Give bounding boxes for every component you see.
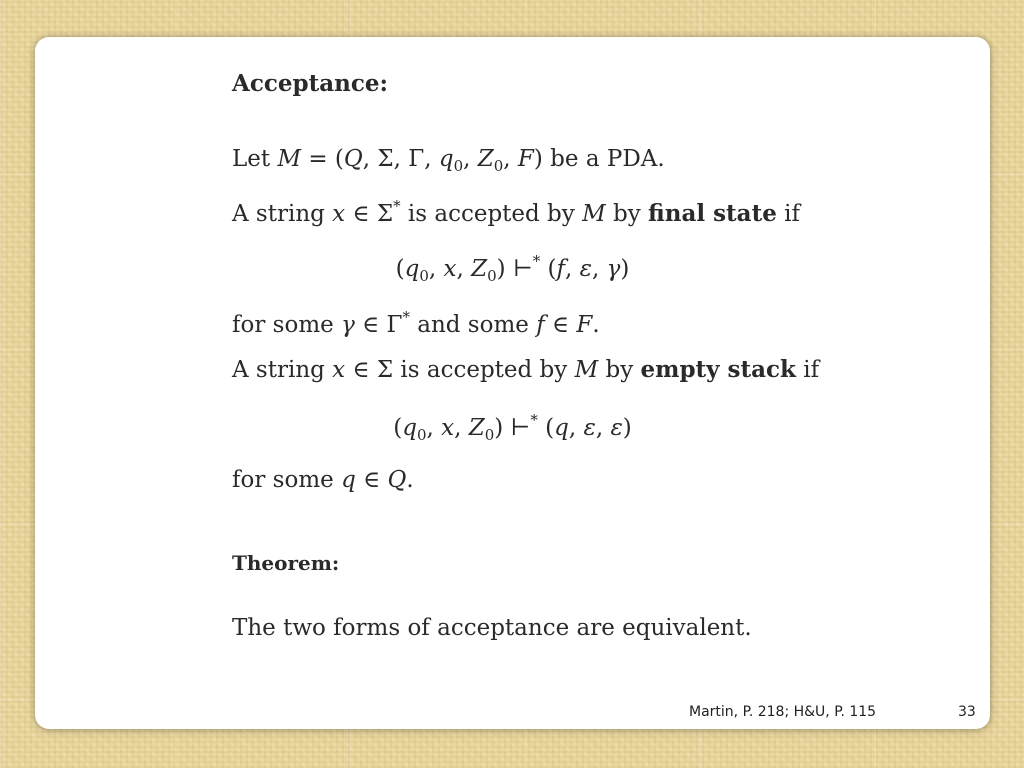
pda-definition: Let M = (Q, Σ, Γ, $q_0$, $Z_0$, F) be a PDA. [232,146,665,175]
empty-stack-configuration: ($q_0$, x, $Z_0$) ⊢* (q, ε, ε) [393,411,632,444]
theorem-title: Theorem: [232,551,340,575]
reference-citation: Martin, P. 218; H&U, P. 115 [689,704,877,720]
slide-card [35,37,990,729]
final-state-condition: for some γ ∈ Γ* and some f ∈ F. [232,308,600,338]
empty-stack-condition: for some q ∈ Q. [232,467,414,493]
final-state-definition: A string x ∈ Σ* is accepted by M by final state if [232,197,801,227]
final-state-configuration: ($q_0$, x, $Z_0$) ⊢* (f, ε, γ) [395,252,630,285]
page-number: 33 [958,704,976,720]
slide-title: Acceptance: [232,70,388,97]
theorem-text: The two forms of acceptance are equivalent. [232,615,752,641]
empty-stack-definition: A string x ∈ Σ is accepted by M by empty stack if [232,356,820,383]
